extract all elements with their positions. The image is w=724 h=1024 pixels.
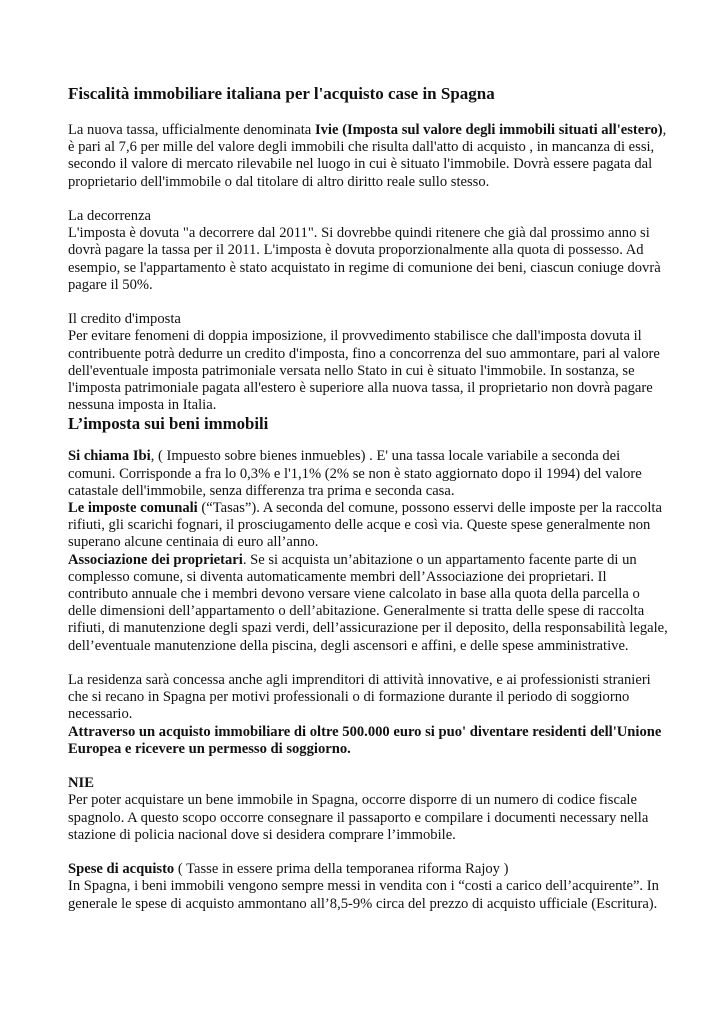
ibi-paragraph — [68, 448, 668, 500]
residenza-paragraph: La residenza sarà concessa anche agli imprenditori di attività innovative, e ai professionisti stranieri che si recano in Spagna per motivi professionali o di formazione durante il periodo di soggiorno necessario. — [68, 672, 651, 723]
associazione-term: Associazione dei proprietari — [68, 551, 243, 568]
associazione-text: . Se si acquista un’abitazione o un appartamento facente parte di un complesso comune, si diventa automaticamente membri dell’Associazione dei proprietari. Il contributo annuale che i membri devono versare viene calcolato in base alla quota della parcella o delle dimensioni dell’appartamento o dell’abitazione. Generalmente si tratta delle spese di raccolta rifiuti, di manutenzione degli spazi verdi, dell’assicurazione per il deposito, della responsabilità legale, dell’eventuale manutenzione della piscina, degli ascensori e affini, e delle spese amministrative. — [68, 551, 668, 654]
decorrenza-heading: La decorrenza — [68, 208, 152, 224]
document-page — [68, 84, 668, 913]
comunali-paragraph — [68, 500, 668, 552]
ibi-term: Si chiama Ibi — [68, 448, 151, 465]
spacer — [68, 191, 668, 208]
spacer — [68, 294, 668, 311]
credito-paragraph: Per evitare fenomeni di doppia imposizione, il provvedimento stabilisce che dall'imposta dovuta il contribuente potrà dedurre un credito d'imposta, fino a concorrenza del suo ammontare, pari al valore dell'eventuale imposta patrimoniale versata nello Stato in cui è situato l'immobile. In sostanza, se l'imposta patrimoniale pagata all'estero è superiore alla nuova tassa, il proprietario non dovrà pagare nessuna imposta in Italia. — [68, 328, 660, 414]
ibi-text: , ( Impuesto sobre bienes inmuebles) . E' una tassa locale variabile a seconda dei comuni. Corrisponde a fra lo 0,3% e l'1,1% (2% se non è stato aggiornato dopo il 1994) del valore catastale dell'immobile, senza differenza tra prima e seconda casa. — [68, 448, 642, 499]
residenza-bold-paragraph — [68, 724, 668, 758]
comunali-text: (“Tasas”). A seconda del comune, possono esservi delle imposte per la raccolta rifiuti, gli scarichi fognari, il prosciugamento delle acque e così via. Queste spese generalmente non superano alcune centinaia di euro all’anno. — [68, 500, 662, 551]
spese-heading-rest: ( Tasse in essere prima della temporanea riforma Rajoy ) — [174, 861, 509, 878]
section-title: L’imposta sui beni immobili — [68, 414, 269, 434]
spese-paragraph: In Spagna, i beni immobili vengono sempre messi in vendita con i “costi a carico dell’acquirente”. In generale le spese di acquisto ammontano all’8,5-9% circa del prezzo di acquisto ufficiale (Escritura). — [68, 878, 659, 912]
document-title: Fiscalità immobiliare italiana per l'acquisto case in Spagna — [68, 84, 495, 103]
comunali-term: Le imposte comunali — [68, 500, 198, 517]
spacer — [68, 758, 668, 775]
spacer — [68, 844, 668, 861]
associazione-paragraph — [68, 552, 668, 655]
decorrenza-paragraph: L'imposta è dovuta "a decorrere dal 2011". Si dovrebbe quindi ritenere che già dal prossimo anno si dovrà pagare la tassa per il 2011. L'imposta è dovuta proporzionalmente alla quota di possesso. Ad esempio, se l'appartamento è stato acquistato in regime di comunione dei beni, ciascun coniuge dovrà pagare il 50%. — [68, 225, 661, 293]
ivie-term: Ivie (Imposta sul valore degli immobili situati all'estero) — [314, 122, 663, 138]
credito-heading: Il credito d'imposta — [68, 311, 181, 328]
intro-text-start: La nuova tassa, ufficialmente denominata — [68, 122, 315, 138]
spacer — [68, 655, 668, 672]
intro-text-end: , è pari al 7,6 per mille del valore degli immobili che risulta dall'atto di acquisto , in mancanza di essi, secondo il valore di mercato rilevabile nel luogo in cui è situato l'immobile. Dovrà essere pagata dal proprietario dell'immobile o dal titolare di altro diritto reale sullo stesso. — [68, 122, 667, 190]
residenza-bold-text: Attraverso un acquisto immobiliare di oltre 500.000 euro si puo' diventare residenti dell'Unione Europea e ricevere un permesso di soggiorno. — [68, 723, 662, 757]
nie-heading — [68, 775, 668, 792]
intro-paragraph — [68, 122, 668, 191]
nie-paragraph: Per poter acquistare un bene immobile in Spagna, occorre disporre di un numero di codice fiscale spagnolo. A questo scopo occorre consegnare il passaporto e compilare i documenti necessary nella stazione di policia nacional dove si desidera comprare l’immobile. — [68, 792, 649, 843]
spese-term: Spese di acquisto — [68, 861, 175, 878]
spese-heading — [68, 861, 668, 878]
nie-heading-text: NIE — [68, 775, 94, 792]
